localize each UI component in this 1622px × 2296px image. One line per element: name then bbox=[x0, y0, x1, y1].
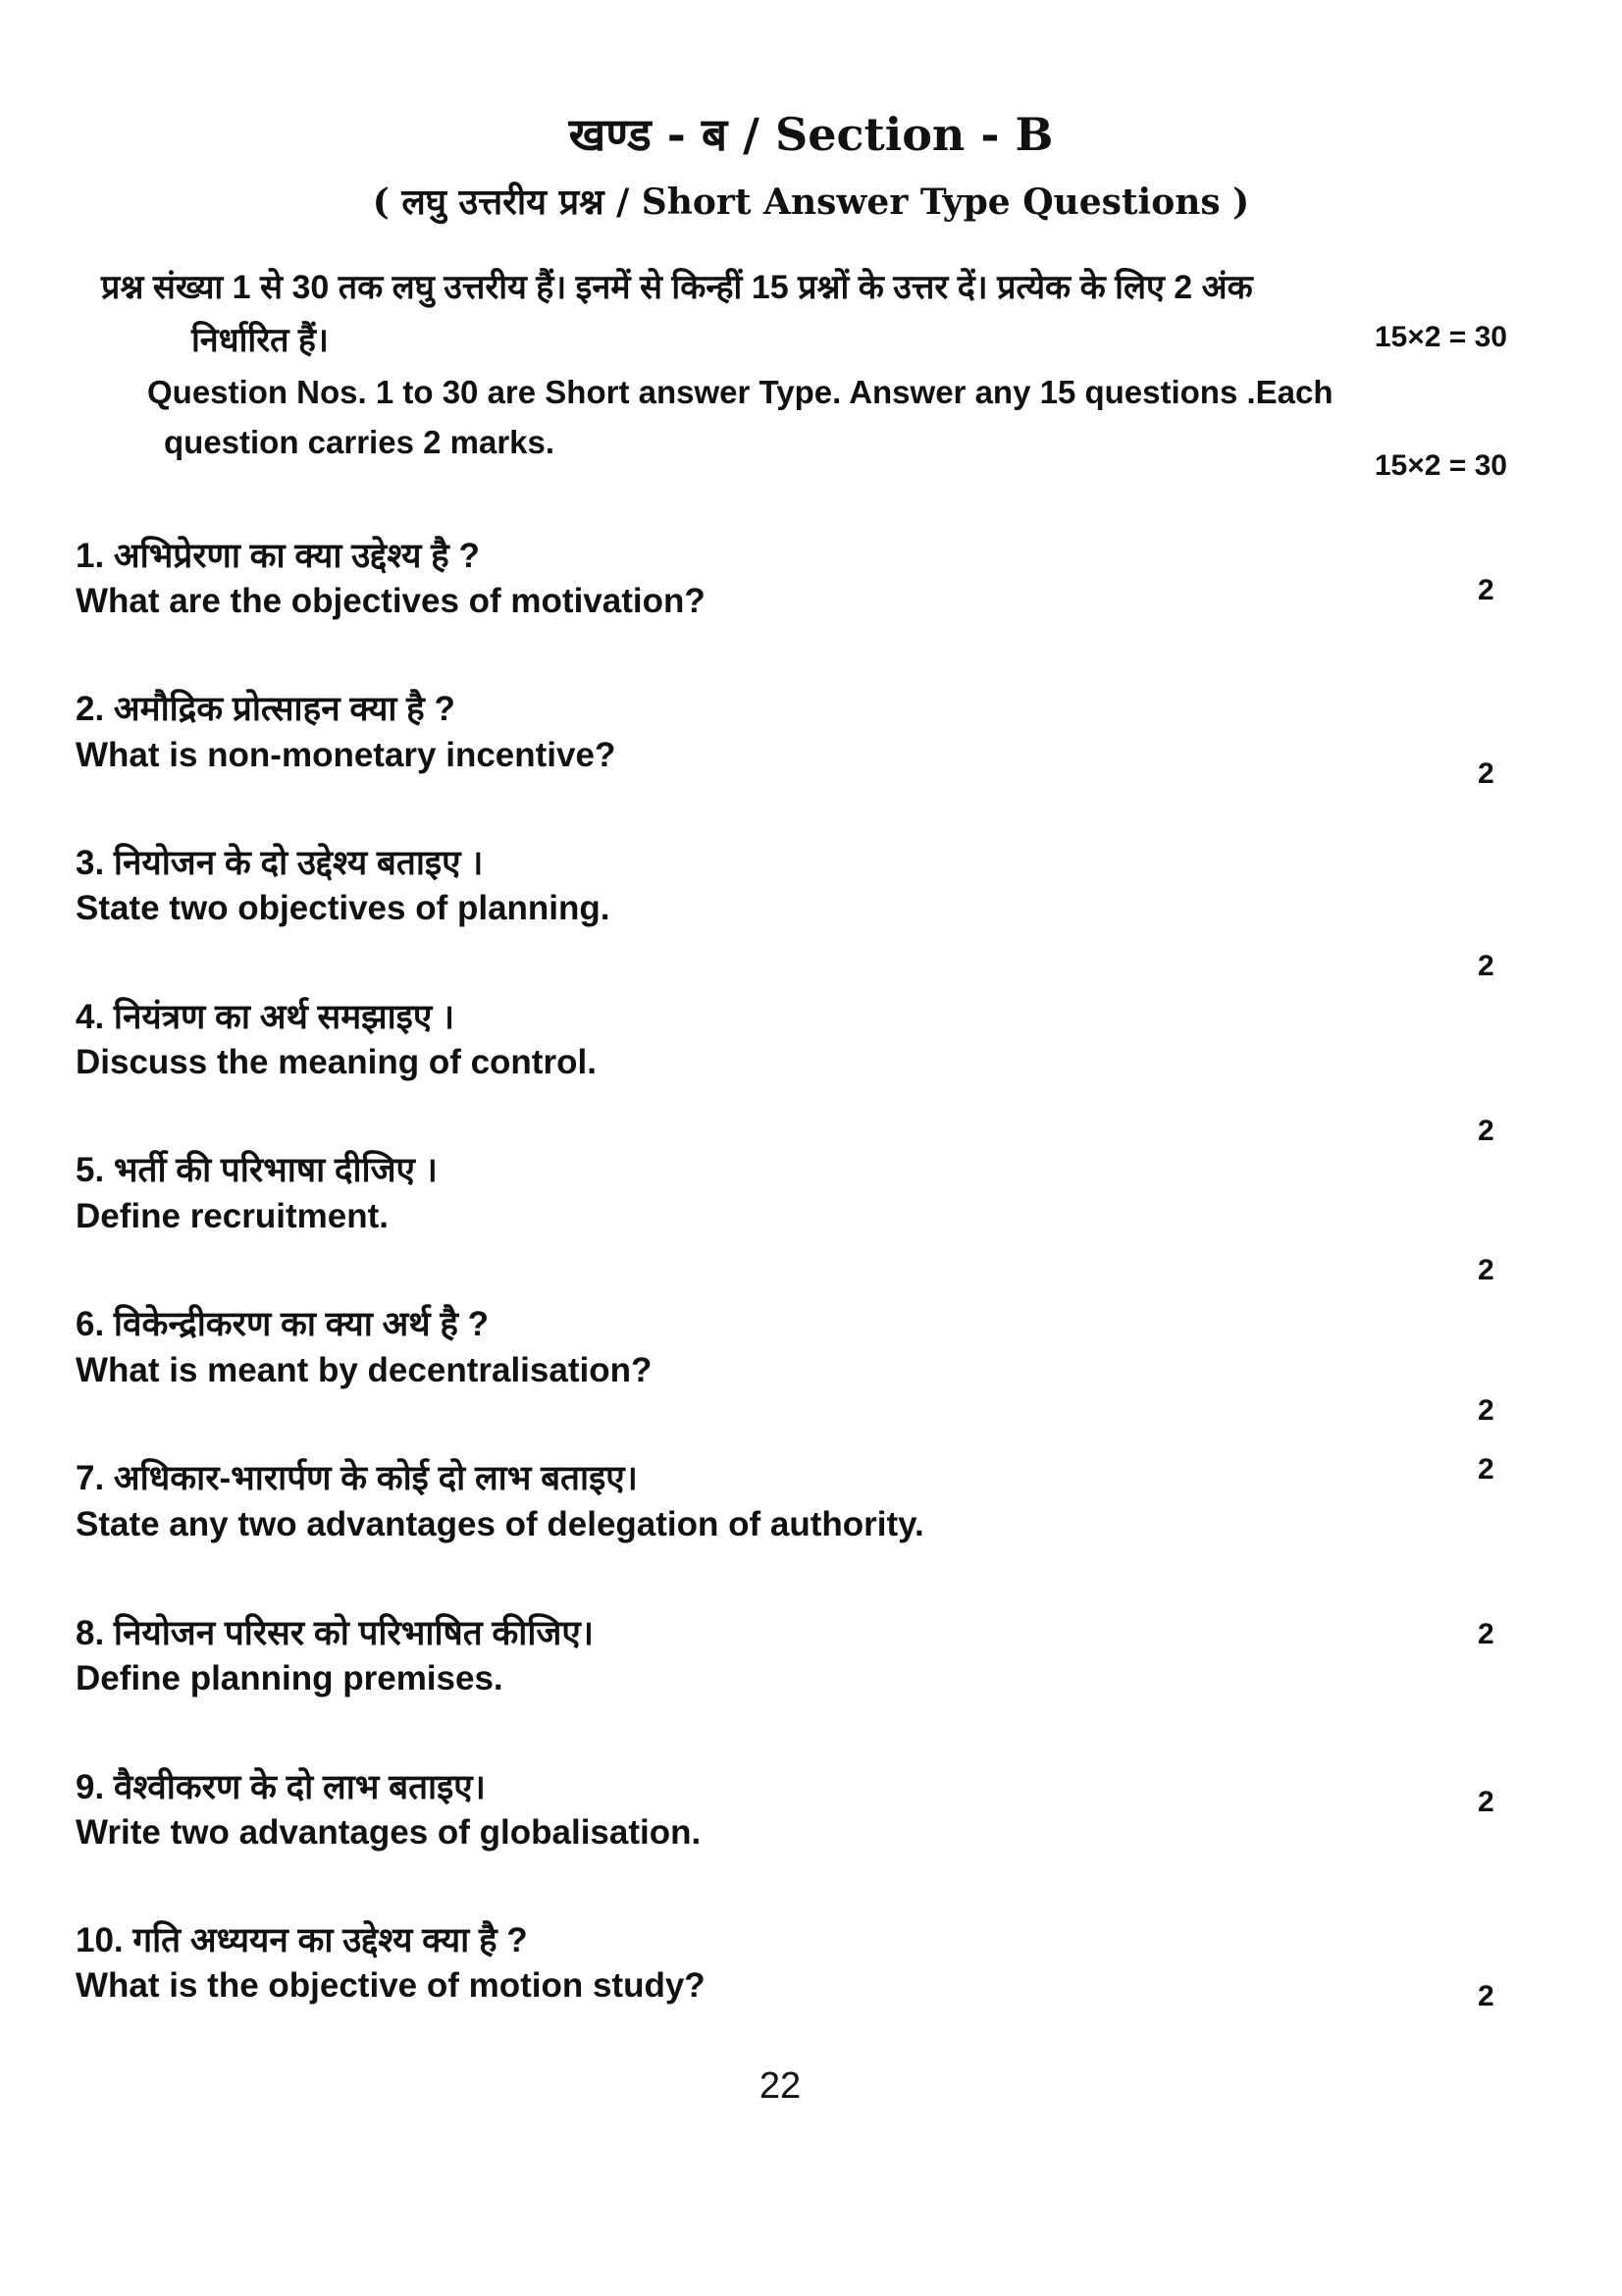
question-hindi: 1. अभिप्रेरणा का क्या उद्देश्य है ? bbox=[76, 537, 480, 575]
question-marks: 2 bbox=[1478, 1786, 1494, 1818]
question-hindi: 2. अमौद्रिक प्रोत्साहन क्या है ? bbox=[76, 690, 455, 728]
question-marks: 2 bbox=[1478, 757, 1494, 790]
question-english: State two objectives of planning. bbox=[76, 889, 610, 927]
question-marks: 2 bbox=[1478, 1453, 1494, 1486]
question-english: What is non-monetary incentive? bbox=[76, 736, 616, 774]
question-hindi: 3. नियोजन के दो उद्देश्य बताइए । bbox=[76, 844, 484, 882]
question-english: Write two advantages of globalisation. bbox=[76, 1813, 702, 1852]
question-marks: 2 bbox=[1478, 574, 1494, 606]
question-marks: 2 bbox=[1478, 1980, 1494, 2012]
question-english: Discuss the meaning of control. bbox=[76, 1043, 597, 1081]
question-marks: 2 bbox=[1478, 1115, 1494, 1147]
section-title: खण्ड - ब / Section - B bbox=[568, 108, 1054, 161]
question-hindi: 10. गति अध्ययन का उद्देश्य क्या है ? bbox=[76, 1921, 528, 1959]
instruction-english-line1: Question Nos. 1 to 30 are Short answer Type. Answer any 15 questions .Each bbox=[147, 374, 1334, 410]
instruction-hindi-line1: प्रश्न संख्या 1 से 30 तक लघु उत्तरीय हैं। इनमें से किन्हीं 15 प्रश्नों के उत्तर दें। प्रत्येक के लिए 2 अंक bbox=[101, 269, 1253, 306]
question-hindi: 5. भर्ती की परिभाषा दीजिए । bbox=[76, 1151, 438, 1189]
question-english: Define planning premises. bbox=[76, 1659, 503, 1697]
question-hindi: 4. नियंत्रण का अर्थ समझाइए । bbox=[76, 998, 455, 1036]
question-hindi: 7. अधिकार-भारार्पण के कोई दो लाभ बताइए। bbox=[76, 1459, 638, 1497]
page-number: 22 bbox=[759, 2065, 802, 2107]
section-subtitle: ( लघु उत्तरीय प्रश्न / Short Answer Type Questions ) bbox=[372, 182, 1250, 223]
question-marks: 2 bbox=[1478, 1618, 1494, 1650]
question-hindi: 9. वैश्वीकरण के दो लाभ बताइए। bbox=[76, 1768, 486, 1806]
question-english: State any two advantages of delegation of authority. bbox=[76, 1505, 924, 1543]
question-english: Define recruitment. bbox=[76, 1197, 389, 1235]
question-hindi: 6. विकेन्द्रीकरण का क्या अर्थ है ? bbox=[76, 1305, 490, 1343]
instruction-english-line2: question carries 2 marks. bbox=[164, 424, 555, 460]
question-english: What is the objective of motion study? bbox=[76, 1966, 706, 2005]
question-hindi: 8. नियोजन परिसर को परिभाषित कीजिए। bbox=[76, 1614, 595, 1652]
question-marks: 2 bbox=[1478, 1394, 1494, 1427]
question-marks: 2 bbox=[1478, 950, 1494, 982]
question-english: What is meant by decentralisation? bbox=[76, 1351, 653, 1389]
instruction-hindi-line2: निर्धारित हैं। bbox=[191, 322, 329, 359]
total-marks-hindi: 15×2 = 30 bbox=[1374, 321, 1507, 353]
total-marks-english: 15×2 = 30 bbox=[1374, 449, 1507, 482]
question-marks: 2 bbox=[1478, 1254, 1494, 1286]
question-english: What are the objectives of motivation? bbox=[76, 582, 706, 620]
